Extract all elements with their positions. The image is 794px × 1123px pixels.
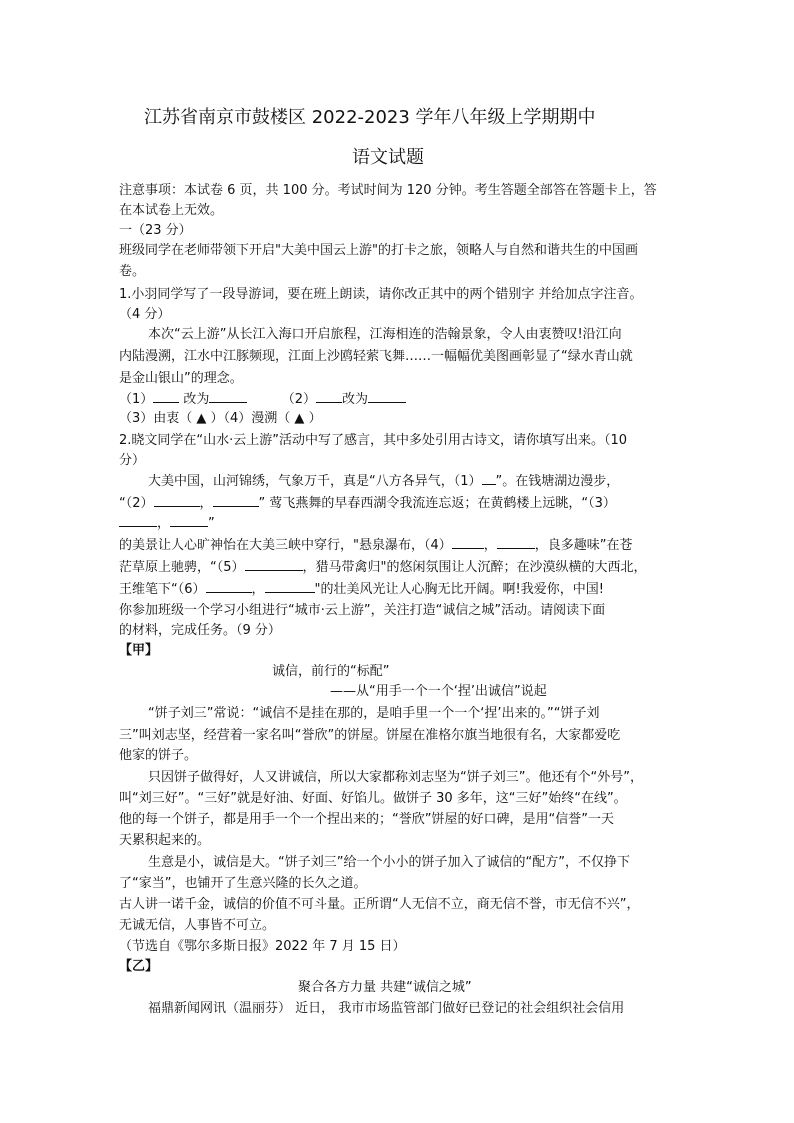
material-jia-line-1: “饼子刘三”常说：“诚信不是挂在那的，是咱手里一个一个‘捏’出来的。”“饼子刘	[148, 706, 600, 721]
answer-blank[interactable]	[119, 514, 157, 527]
material-jia-title: 诚信，前行的“标配”	[272, 664, 390, 679]
question-3-line-1: 你参加班级一个学习小组进行“城市·云上游”，关注打造“诚信之城”活动。请阅读下面	[119, 603, 606, 618]
answer-blank[interactable]	[482, 472, 496, 485]
answer-1-change-label: 改为	[179, 392, 210, 407]
material-jia-line-10: 古人讲一诺千金，诚信的价值不可斗量。正所谓“人无信不立，商无信不誉，市无信不兴”，	[119, 897, 640, 912]
answer-blank[interactable]	[265, 580, 315, 593]
material-jia-line-11: 无诚无信，人事皆不可立。	[119, 918, 276, 933]
answer-blank[interactable]	[452, 536, 484, 549]
section-heading: 一（23 分）	[119, 223, 192, 238]
question-2-passage-6: 王维笔下“（6） ， "的壮美风光让人心胸无比开阔。啊!我爱你，中国!	[119, 582, 604, 597]
answer-blank[interactable]	[206, 580, 252, 593]
material-jia-subtitle: ——从“用手一个一个‘捏’出诚信”说起	[330, 684, 547, 699]
answer-blank[interactable]	[153, 390, 179, 403]
question-2-passage-1: 大美中国，山河锦绣，气象万千，真是“八方各异气，（1） ”。在钱塘湖边漫步，	[148, 474, 620, 489]
question-1-passage-3: 是金山银山”的理念。	[119, 371, 243, 386]
question-1-line-1: 1.小羽同学写了一段导游词，要在班上朗读，请你改正其中的两个错别字 并给加点字注音。	[119, 287, 643, 302]
material-jia-line-2: 三”叫刘志坚，经营着一家名叫“誉欣”的饼屋。饼屋在准格尔旗当地很有名，大家都爱吃	[119, 728, 621, 743]
answer-blank[interactable]	[154, 494, 200, 507]
answer-blank[interactable]	[209, 390, 247, 403]
question-2-passage-3: ， ”	[119, 514, 215, 533]
notice-line-1: 注意事项：本试卷 6 页，共 100 分。考试时间为 120 分钟。考生答题全部答在答题卡上，答	[119, 183, 657, 198]
question-1-answer-row-1	[119, 390, 406, 409]
material-jia-line-4: 只因饼子做得好，人又讲诚信，所以大家都称刘志坚为“饼子刘三”。他还有个“外号”，	[148, 770, 643, 785]
material-yi-label: 【乙】	[119, 959, 159, 974]
answer-blank[interactable]	[497, 536, 535, 549]
answer-blank[interactable]	[213, 494, 259, 507]
question-1-passage-2: 内陆漫溯，江水中江豚频现，江面上沙鸥轻萦飞舞……一幅幅优美图画彰显了“绿水青山就	[119, 349, 633, 364]
question-1-passage-1: 本次“云上游”从长江入海口开启旅程，江海相连的浩翰景象，令人由衷赞叹!沿江向	[148, 327, 622, 342]
exam-title: 江苏省南京市鼓楼区 2022-2023 学年八年级上学期期中	[144, 107, 596, 128]
answer-1-label: （1）	[119, 392, 154, 407]
material-yi-line-1: 福鼎新闻网讯（温丽芬） 近日， 我市市场监管部门做好已登记的社会组织社会信用	[148, 1001, 625, 1016]
answer-2-change-label: 改为	[341, 392, 368, 407]
material-jia-line-9: 了“家当”，也铺开了生意兴隆的长久之道。	[119, 876, 367, 891]
question-2-line-1: 2.晓文同学在“山水·云上游”活动中写了感言，其中多处引用古诗文，请你填写出来。（10	[119, 433, 628, 448]
question-3-line-2: 的材料，完成任务。（9 分）	[119, 623, 281, 638]
notice-line-2: 在本试卷上无效。	[119, 203, 224, 218]
material-jia-line-5: 叫“刘三好”。“三好”就是好油、好面、好馅儿。做饼子 30 多年，这“三好”始终“在线”。	[119, 791, 627, 806]
answer-blank[interactable]	[170, 514, 208, 527]
question-2-passage-4: 的美景让人心旷神怡在大美三峡中穿行，"悬泉瀑布，（4） ， ，良多趣味”在苍	[119, 538, 633, 553]
question-2-passage-5: 茫草原上驰骋，“（5） ，猎马带禽归"的悠闲氛围让人沉醉；在沙漠纵横的大西北，	[119, 560, 647, 575]
question-2-passage-2: “（2） ， ” 莺飞燕舞的早春西湖令我流连忘返；在黄鹤楼上远眺，“（3）	[119, 496, 616, 511]
intro-line-1: 班级同学在老师带领下开启"大美中国云上游"的打卡之旅，领略人与自然和谐共生的中国画	[119, 243, 638, 258]
material-jia-line-6: 他的每一个饼子，都是用手一个一个捏出来的；“誉欣”饼屋的好口碑，是用“信誉”一天	[119, 812, 614, 827]
material-jia-line-7: 天累积起来的。	[119, 833, 211, 848]
material-jia-label: 【甲】	[119, 643, 159, 658]
material-yi-title: 聚合各方力量 共建“诚信之城”	[298, 980, 472, 995]
intro-line-2: 卷。	[119, 264, 146, 279]
answer-blank[interactable]	[316, 390, 342, 403]
material-jia-line-3: 他家的饼子。	[119, 748, 198, 763]
exam-subtitle: 语文试题	[352, 147, 424, 168]
material-jia-line-8: 生意是小，诚信是大。“饼子刘三”给一个小小的饼子加入了诚信的“配方”，不仅挣下	[148, 855, 630, 870]
question-1-line-2: （4 分）	[119, 307, 171, 322]
answer-2-label: （2）	[281, 392, 316, 407]
answer-blank[interactable]	[368, 390, 406, 403]
question-1-answer-row-2: （3）由衷（ ▲ ）（4）漫溯（ ▲ ）	[119, 411, 322, 426]
answer-blank[interactable]	[245, 558, 303, 571]
material-jia-source: （节选自《鄂尔多斯日报》2022 年 7 月 15 日）	[119, 939, 406, 954]
question-2-line-2: 分）	[119, 453, 146, 468]
